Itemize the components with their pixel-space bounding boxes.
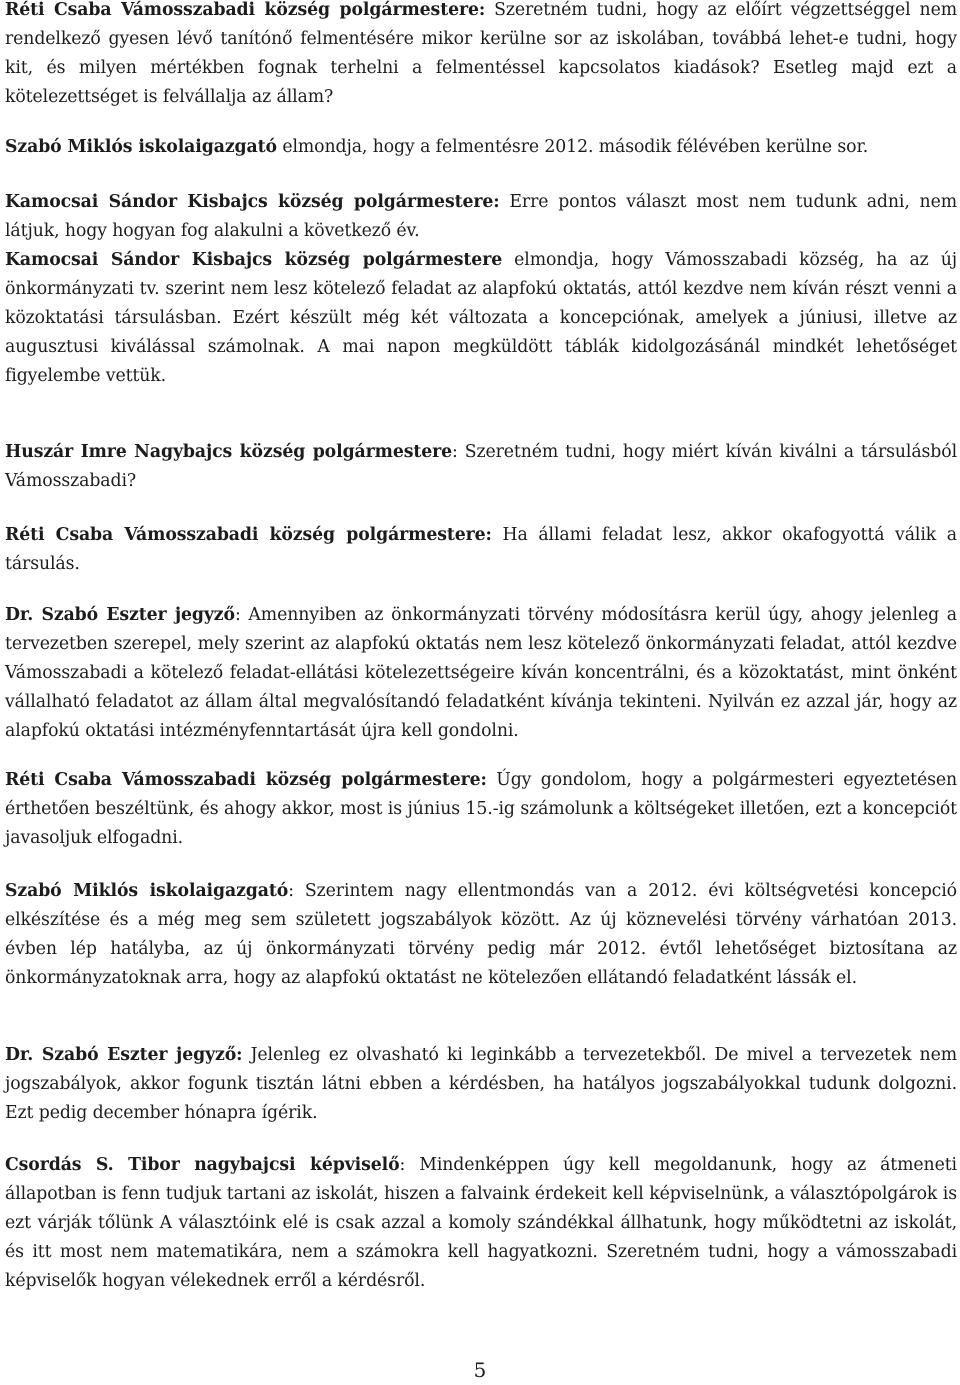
paragraph	[5, 438, 957, 496]
speaker-name: Szabó Miklós iskolaigazgató	[5, 881, 289, 901]
speaker-name: Réti Csaba Vámosszabadi község polgármestere:	[5, 770, 487, 790]
speaker-name: Kamocsai Sándor Kisbajcs község polgármestere:	[5, 192, 500, 212]
speaker-name: Kamocsai Sándor Kisbajcs község polgármestere	[5, 250, 503, 270]
paragraph	[5, 601, 957, 746]
paragraph-text: Jelenleg ez olvasható ki leginkább a tervezetekből. De mivel a tervezetek nem jogszabályok, akkor fogunk tisztán látni ebben a kérdésben, ha hatályos jogszabályokkal tudunk dolgozni. Ezt pedig december hónapra ígérik.	[5, 1045, 957, 1123]
page-number: 5	[473, 1358, 487, 1382]
speaker-name: Dr. Szabó Eszter jegyző	[5, 605, 235, 625]
paragraph	[5, 0, 957, 112]
paragraph-text: : Szeretném tudni, hogy miért kíván kiválni a társulásból Vámosszabadi?	[5, 442, 957, 491]
paragraph-text: : Amennyiben az önkormányzati törvény módosításra kerül úgy, ahogy jelenleg a tervezetben szerepel, mely szerint az alapfokú oktatás nem lesz kötelező önkormányzati feladat, attól kezdve Vámosszabadi a kötelező feladat-ellátási kötelezettségeire kíván koncentrálni, és a közoktatást, mint önként vállalható feladatot az állam által megvalósítandó feladatként kívánja tekinteni. Nyilván ez azzal jár, hogy az alapfokú oktatási intézményfenntartását újra kell gondolni.	[5, 605, 957, 741]
paragraph-text: : Mindenképpen úgy kell megoldanunk, hogy az átmeneti állapotban is fenn tudjuk tartani az iskolát, hiszen a falvaink érdekeit kell képviselnünk, a választópolgárok is ezt várják tőlünk A választóink elé is csak azzal a komoly szándékkal állhatunk, hogy működtetni az iskolát, és itt most nem matematikára, nem a számokra kell hagyatkozni. Szeretném tudni, hogy a vámosszabadi képviselők hogyan vélekednek erről a kérdésről.	[5, 1155, 957, 1291]
speaker-name: Huszár Imre Nagybajcs község polgármestere	[5, 442, 453, 462]
paragraph-text: Erre pontos választ most nem tudunk adni, nem látjuk, hogy hogyan fog alakulni a következő év.	[5, 192, 958, 241]
paragraph	[5, 877, 957, 993]
speaker-name: Csordás S. Tibor nagybajcsi képviselő	[5, 1155, 400, 1175]
paragraph-text: Ha állami feladat lesz, akkor okafogyottá válik a társulás.	[5, 525, 957, 574]
paragraph	[5, 766, 957, 853]
paragraph	[5, 133, 957, 162]
paragraph	[5, 188, 957, 246]
speaker-name: Dr. Szabó Eszter jegyző:	[5, 1045, 243, 1065]
speaker-name: Szabó Miklós iskolaigazgató	[5, 137, 277, 157]
paragraph-text: elmondja, hogy Vámosszabadi község, ha az új önkormányzati tv. szerint nem lesz kötelező feladat az alapfokú oktatás, attól kezdve nem kíván részt venni a közoktatási társulásban. Ezért készült még két változata a koncepciónak, amelyek a júniusi, illetve az augusztusi kiválással számolnak. A mai napon megküldött táblák kidolgozásánál mindkét lehetőséget figyelembe vettük.	[5, 250, 957, 386]
speaker-name: Réti Csaba Vámosszabadi község polgármestere:	[5, 525, 492, 545]
paragraph-text: Úgy gondolom, hogy a polgármesteri egyeztetésen érthetően beszéltünk, és ahogy akkor, most is június 15.-ig számolunk a költségeket illetően, ezt a koncepciót javasoljuk elfogadni.	[5, 770, 957, 848]
paragraph	[5, 246, 957, 391]
paragraph	[5, 1151, 957, 1296]
paragraph-text: elmondja, hogy a felmentésre 2012. második félévében kerülne sor.	[276, 137, 869, 157]
paragraph-text: Szeretném tudni, hogy az előírt végzettséggel nem rendelkező gyesen lévő tanítónő felmentésére mikor kerülne sor az iskolában, továbbá lehet-e tudni, hogy kit, és milyen mértékben fognak terhelni a felmentéssel kapcsolatos kiadások? Esetleg majd ezt a kötelezettséget is felvállalja az állam?	[5, 0, 957, 107]
paragraph-text: : Szerintem nagy ellentmondás van a 2012. évi költségvetési koncepció elkészítése és a még meg sem született jogszabályok között. Az új köznevelési törvény várhatóan 2013. évben lép hatályba, az új önkormányzati törvény pedig már 2012. évtől lehetőséget biztosítana az önkormányzatoknak arra, hogy az alapfokú oktatást ne kötelezően ellátandó feladatként lássák el.	[5, 881, 957, 988]
speaker-name: Réti Csaba Vámosszabadi község polgármestere:	[5, 0, 486, 20]
paragraph	[5, 1041, 957, 1128]
paragraph	[5, 521, 957, 579]
